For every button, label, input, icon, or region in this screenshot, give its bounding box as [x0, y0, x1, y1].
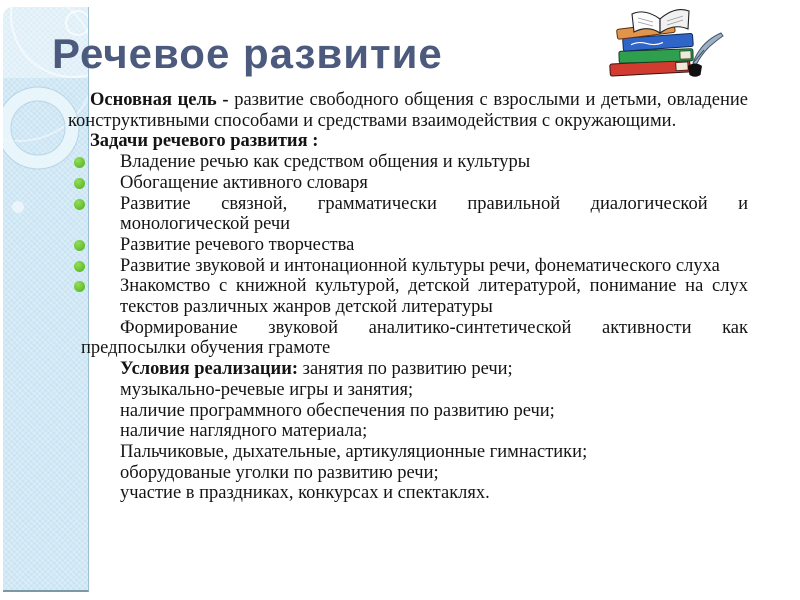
conditions-paragraph: [120, 359, 748, 380]
conditions-text: занятия по развитию речи;: [298, 359, 513, 380]
tasks-heading: Задачи речевого развития :: [90, 131, 319, 152]
bullet-item: [68, 256, 748, 277]
condition-item: музыкально-речевые игры и занятия;: [120, 379, 414, 400]
condition-item: участие в праздниках, конкурсах и спектаклях.: [120, 483, 490, 504]
green-dot-bullet-icon: [74, 261, 85, 272]
bullet-text: Обогащение активного словаря: [120, 172, 368, 193]
bullet-item: [68, 276, 748, 317]
green-dot-bullet-icon: [74, 178, 85, 189]
inkwell-icon: [688, 64, 702, 77]
bullet-text: Развитие звуковой и интонационной культуры речи, фонематического слуха: [120, 255, 720, 276]
green-dot-bullet-icon: [74, 157, 85, 168]
condition-item: наличие программного обеспечения по развитию речи;: [120, 400, 555, 421]
conditions-label: Условия реализации:: [120, 359, 299, 380]
books-and-quill-clipart-icon: [605, 5, 730, 80]
main-goal-paragraph: [68, 90, 748, 131]
bullet-item: [68, 235, 748, 256]
green-dot-bullet-icon: [74, 240, 85, 251]
green-dot-bullet-icon: [74, 199, 85, 210]
slide-body: [68, 90, 748, 504]
main-goal-text: развитие свободного общения с взрослыми и детьми, овладение конструктивными способами и средствами взаимодействия с окружающими.: [68, 90, 748, 131]
bullet-text: Развитие речевого творчества: [120, 234, 355, 255]
formation-paragraph: Формирование звуковой аналитико-синтетической активности как предпосылки обучения грамоте: [81, 317, 748, 359]
bullet-item: [68, 173, 748, 194]
bullet-text: Развитие связной, грамматически правильной диалогической и монологической речи: [120, 193, 748, 235]
bullet-text: Знакомство с книжной культурой, детской литературой, понимание на слух текстов различных жанров детской литературы: [120, 276, 748, 318]
main-goal-label: Основная цель -: [90, 90, 229, 110]
bullet-item: [68, 152, 748, 173]
quill-icon: [693, 33, 723, 65]
condition-item: Пальчиковые, дыхательные, артикуляционные гимнастики;: [120, 441, 588, 462]
tasks-bullet-list: [68, 152, 748, 318]
bullet-text: Владение речью как средством общения и культуры: [120, 152, 531, 173]
condition-item: оборудованые уголки по развитию речи;: [120, 462, 439, 483]
condition-item: наличие наглядного материала;: [120, 421, 368, 442]
bullet-item: [68, 194, 748, 235]
green-dot-bullet-icon: [74, 281, 85, 292]
slide-title: Речевое развитие: [52, 30, 443, 77]
